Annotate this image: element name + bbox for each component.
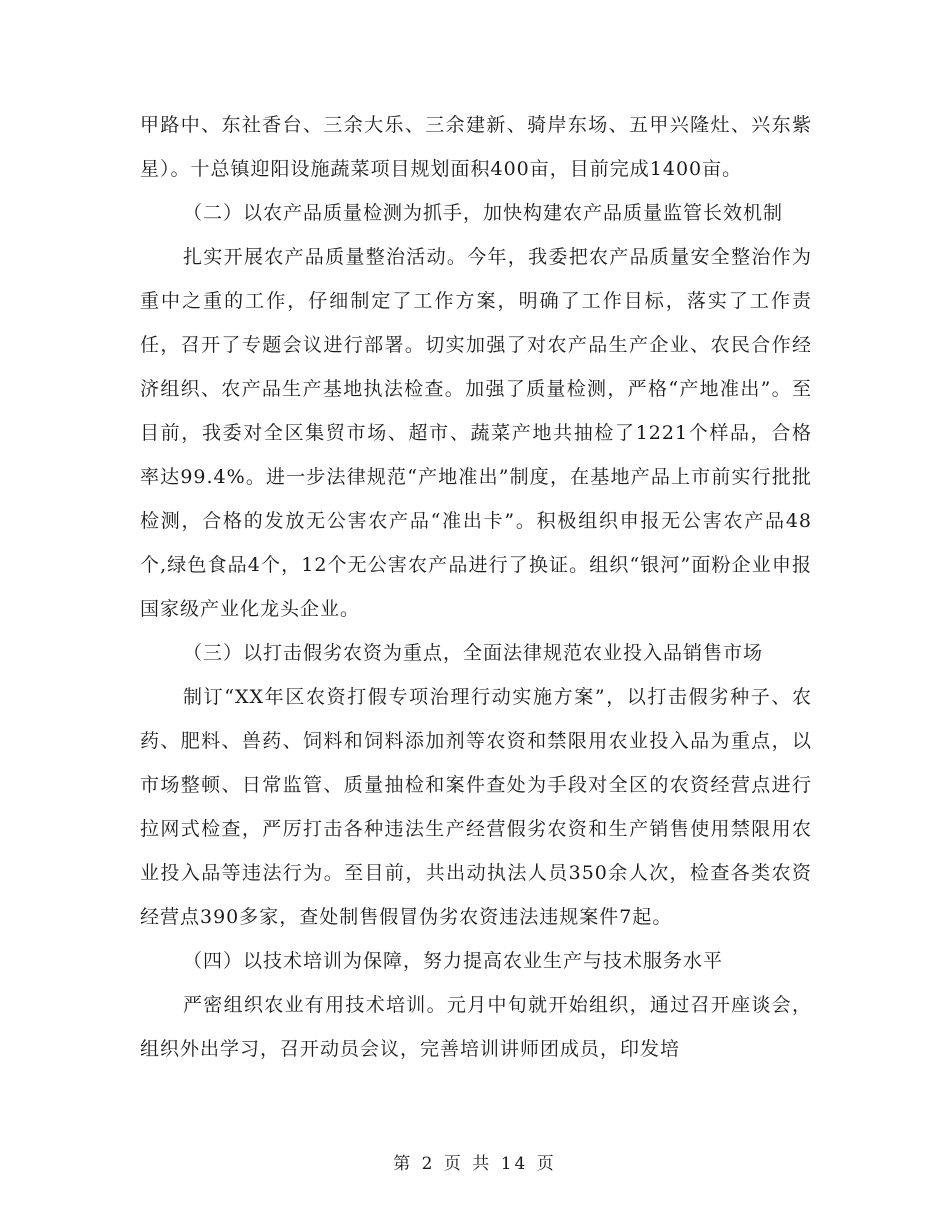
document-body: [140, 103, 812, 1071]
paragraph-quality-inspection: 扎实开展农产品质量整治活动。今年，我委把农产品质量安全整治作为重中之重的工作，仔细制定了工作方案，明确了工作目标，落实了工作责任，召开了专题会议进行部署。切实加强了对农产品生产企业、农民合作经济组织、农产品生产基地执法检查。加强了质量检测，严格“产地准出”。至目前，我委对全区集贸市场、超市、蔬菜产地共抽检了1221个样品，合格率达99.4%。进一步法律规范“产地准出”制度，在基地产品上市前实行批批检测，合格的发放无公害农产品“准出卡”。积极组织申报无公害农产品48个,绿色食品4个，12个无公害农产品进行了换证。组织“银河”面粉企业申报国家级产业化龙头企业。: [140, 246, 812, 620]
section-heading-3: （三）以打击假劣农资为重点，全面法律规范农业投入品销售市场: [183, 642, 764, 664]
page-number-footer: 第 2 页 共 14 页: [393, 1154, 557, 1174]
section-heading-2: （二）以农产品质量检测为抓手，加快构建农产品质量监管长效机制: [183, 202, 784, 224]
section-heading-4: （四）以技术培训为保障，努力提高农业生产与技术服务水平: [183, 950, 724, 972]
paragraph-anti-counterfeit: 制订“XX年区农资打假专项治理行动实施方案”，以打击假劣种子、农药、肥料、兽药、饲料和饲料添加剂等农资和禁限用农业投入品为重点，以市场整顿、日常监管、质量抽检和案件查处为手段对全区的农资经营点进行拉网式检查，严厉打击各种违法生产经营假劣农资和生产销售使用禁限用农业投入品等违法行为。至目前，共出动执法人员350余人次，检查各类农资经营点390多家，查处制售假冒伪劣农资违法违规案件7起。: [140, 686, 812, 928]
paragraph-continuation: 甲路中、东社香台、三余大乐、三余建新、骑岸东场、五甲兴隆灶、兴东紫星）。十总镇迎阳设施蔬菜项目规划面积400亩，目前完成1400亩。: [140, 114, 812, 180]
paragraph-training: 严密组织农业有用技术培训。元月中旬就开始组织，通过召开座谈会，组织外出学习，召开动员会议，完善培训讲师团成员，印发培: [140, 994, 812, 1060]
